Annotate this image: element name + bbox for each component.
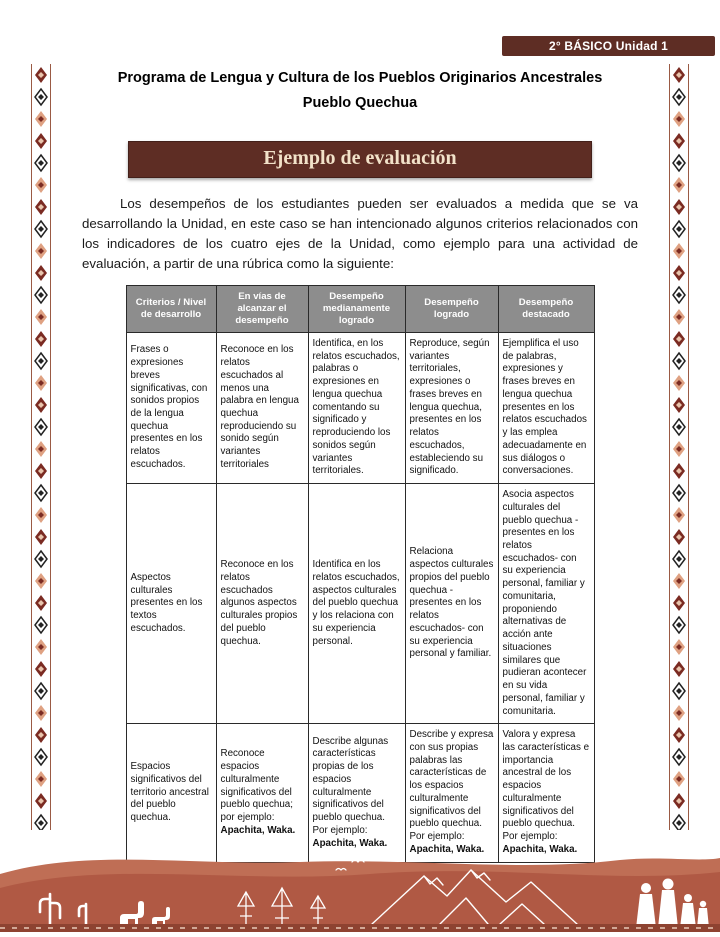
- cell-text: Describe algunas características propias de los espacios culturalmente significativos del pueblo quechua. Por ejemplo:: [312, 735, 389, 836]
- col-header-destacado: Desempeño destacado: [498, 286, 594, 333]
- table-cell: Ejemplifica el uso de palabras, expresiones y frases breves en lengua quechua presentes en los relatos escuchados y las emplea adecuadamente en sus diálogos o conversaciones.: [498, 332, 594, 483]
- table-cell: Identifica en los relatos escuchados, aspectos culturales del pueblo quechua y los relaciona con su experiencia personal.: [308, 484, 405, 724]
- table-header-row: [126, 286, 594, 333]
- col-header-en-vias: En vías de alcanzar el desempeño: [216, 286, 308, 333]
- cell-bold-text: Apachita, Waka.: [312, 837, 388, 849]
- cell-text: Valora y expresa las características e importancia ancestral de los espacios culturalmente significativos del pueblo quechua. Por ejemplo:: [502, 729, 590, 843]
- section-title-banner: Ejemplo de evaluación: [128, 141, 592, 178]
- table-cell: Frases o expresiones breves significativas, con sonidos propios de la lengua quechua presentes en los relatos escuchados.: [126, 332, 216, 483]
- footer-landscape-illustration: [0, 832, 720, 932]
- cell-text: Describe y expresa con sus propias palabras las características de los espacios culturalmente significativos del pueblo quechua. Por ejemplo:: [409, 729, 494, 843]
- table-cell: Identifica, en los relatos escuchados, palabras o expresiones en lengua quechua comentando su significado y reproduciendo los sonidos según variantes territoriales.: [308, 332, 405, 483]
- textile-pattern-left: [30, 64, 52, 830]
- cell-bold-text: Apachita, Waka.: [502, 843, 578, 855]
- table-cell: Aspectos culturales presentes en los textos escuchados.: [126, 484, 216, 724]
- table-cell: Reproduce, según variantes territoriales, expresiones o frases breves en lengua quechua, presentes en los relatos escuchados, estableciendo su significado.: [405, 332, 498, 483]
- textile-pattern-icon: [668, 64, 690, 830]
- col-header-medianamente: Desempeño medianamente logrado: [308, 286, 405, 333]
- table-row: [126, 332, 594, 483]
- program-title: [62, 66, 658, 115]
- cell-bold-text: Apachita, Waka.: [409, 843, 485, 855]
- table-cell: Asocia aspectos culturales del pueblo quechua -presentes en los relatos escuchados- con su experiencia personal, familiar y comunitaria, proponiendo alternativas de acción ante situaciones similares que pudieran acontecer en su vida personal, familiar y comunitaria.: [498, 484, 594, 724]
- table-row: [126, 484, 594, 724]
- col-header-criterios: Criterios / Nivel de desarrollo: [126, 286, 216, 333]
- document-page: [62, 66, 658, 863]
- table-cell: Relaciona aspectos culturales propios del pueblo quechua -presentes en los relatos escuchados- con su experiencia personal y familiar.: [405, 484, 498, 724]
- textile-pattern-right: [668, 64, 690, 830]
- cell-bold-text: Apachita, Waka.: [220, 824, 296, 836]
- program-title-line1: Programa de Lengua y Cultura de los Pueblos Originarios Ancestrales: [117, 70, 603, 86]
- table-cell: Espacios significativos del territorio ancestral del pueblo quechua.: [126, 724, 216, 862]
- col-header-logrado: Desempeño logrado: [405, 286, 498, 333]
- evaluation-rubric-table: [126, 285, 595, 863]
- unit-badge: 2° BÁSICO Unidad 1: [502, 36, 715, 56]
- table-cell: Reconoce en los relatos escuchados al menos una palabra en lengua quechua reproduciendo su sonido según variantes territoriales: [216, 332, 308, 483]
- table-cell: Reconoce en los relatos escuchados algunos aspectos culturales propios del pueblo quechua.: [216, 484, 308, 724]
- cell-text: Reconoce espacios culturalmente significativos del pueblo quechua; por ejemplo:: [220, 748, 293, 824]
- footer-landscape: [0, 832, 720, 932]
- program-title-line2: Pueblo Quechua: [302, 94, 418, 111]
- intro-paragraph: Los desempeños de los estudiantes pueden ser evaluados a medida que se va desarrollando la Unidad, en este caso se han intencionado algunos criterios relacionados con los indicadores de los cuatro ejes de la Unidad, como ejemplo para una actividad de evaluación, a partir de una rúbrica como la siguiente:: [82, 196, 638, 272]
- textile-pattern-icon: [30, 64, 52, 830]
